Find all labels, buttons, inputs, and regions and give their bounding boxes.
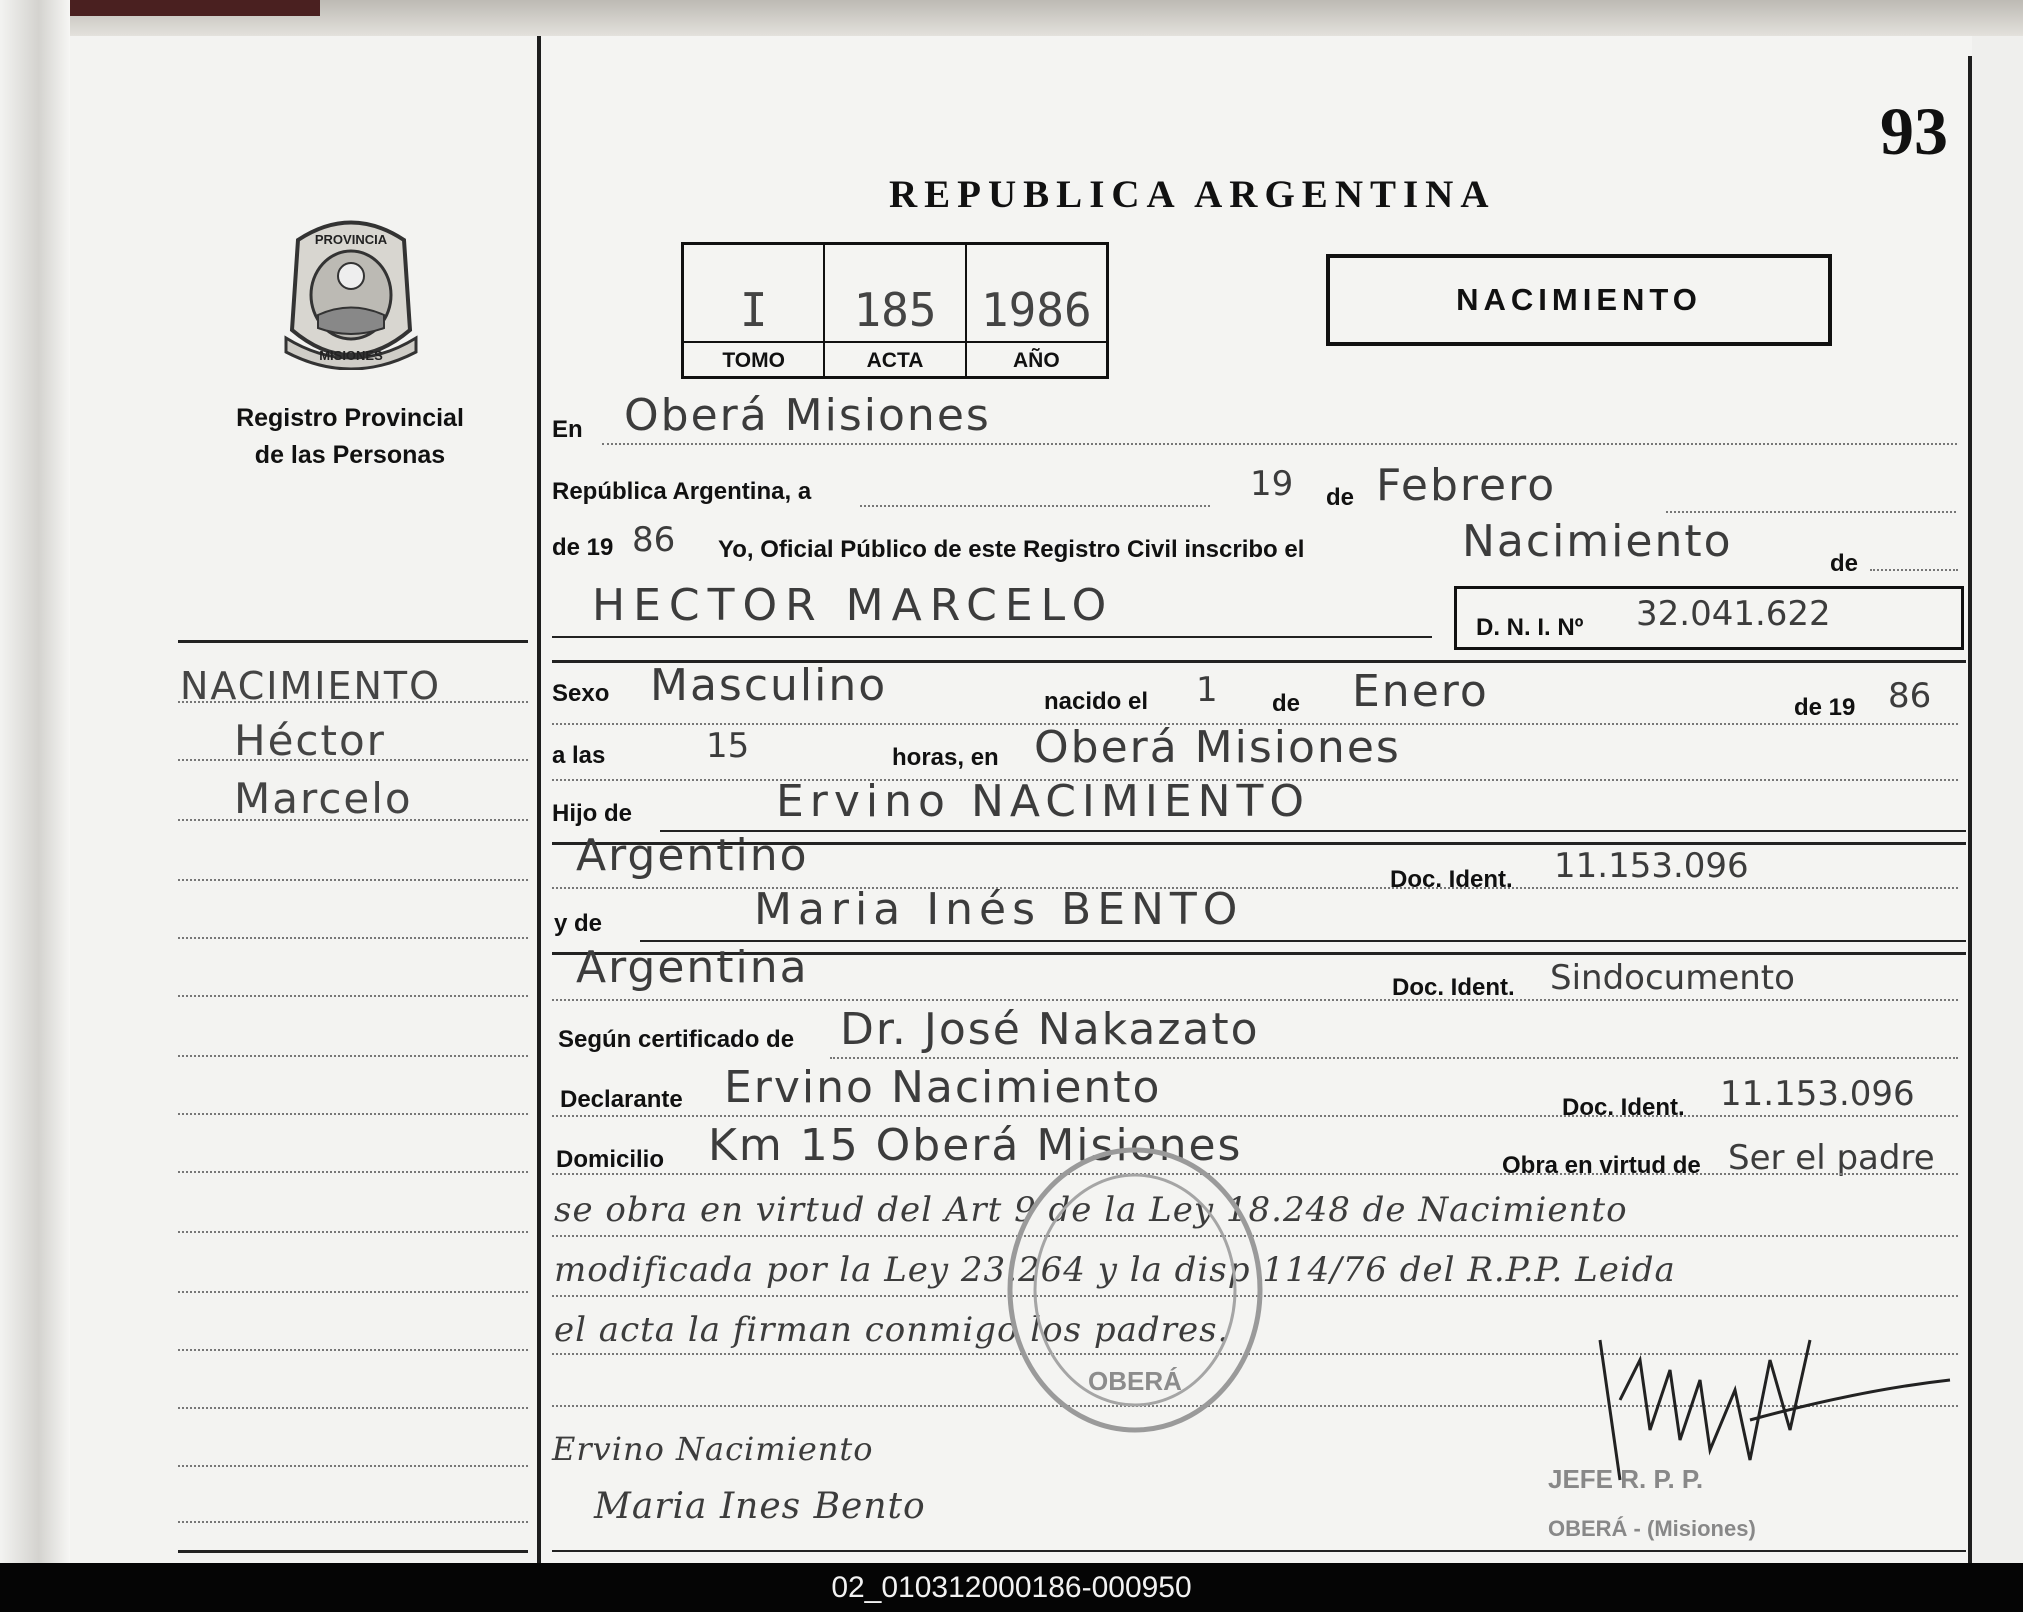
value-nac-lugar: Oberá Misiones: [1034, 722, 1401, 773]
registro-title: [180, 400, 520, 474]
signature-mother: Maria Ines Bento: [594, 1486, 926, 1527]
label-de-nac: de: [1272, 690, 1301, 717]
value-nac-dia: 1: [1196, 670, 1218, 710]
page-number: 93: [1880, 93, 1948, 169]
label-en: En: [552, 416, 583, 443]
label-doc-padre: Doc. Ident.: [1390, 866, 1513, 893]
acta-cell: [825, 245, 966, 376]
value-madre-doc: Sindocumento: [1550, 958, 1795, 998]
dots-fecha: [860, 504, 1210, 507]
label-republica: República Argentina, a: [552, 478, 812, 505]
value-padre-nac: Argentino: [576, 830, 809, 881]
left-margin-line: [178, 994, 528, 997]
label-hijo-de: Hijo de: [552, 800, 633, 827]
right-margin: [1972, 36, 2023, 1563]
official-stamp-line1: JEFE R. P. P.: [1548, 1464, 1704, 1494]
left-margin-line: [178, 1464, 528, 1467]
tomo-cell: [684, 245, 825, 376]
left-margin-line: [178, 758, 528, 761]
left-section-rule: [178, 640, 528, 643]
svg-text:PROVINCIA: PROVINCIA: [314, 232, 388, 247]
dots-certificado: [830, 1056, 1958, 1059]
value-obra: Ser el padre: [1728, 1138, 1935, 1178]
line-padre: [660, 830, 1966, 832]
label-de-mes: de: [1326, 484, 1355, 511]
acta-label: ACTA: [825, 341, 964, 373]
margin-surname: NACIMIENTO: [180, 664, 442, 708]
value-texto-3: el acta la firman conmigo los padres.: [554, 1310, 1230, 1350]
dots-declarante: [552, 1114, 1958, 1117]
dots-en: [602, 442, 1957, 445]
tomo-value: I: [739, 283, 768, 337]
anio-value: 1986: [980, 283, 1092, 337]
registro-line1: Registro Provincial: [236, 404, 464, 432]
value-madre-nac: Argentina: [576, 942, 809, 993]
value-sexo: Masculino: [650, 660, 888, 711]
left-margin-line: [178, 1230, 528, 1233]
provincial-seal-icon: [278, 210, 424, 370]
label-de-end: de: [1830, 550, 1859, 577]
value-nombre: HECTOR MARCELO: [592, 580, 1115, 631]
label-dni: D. N. I. Nº: [1476, 614, 1584, 641]
left-margin-line: [178, 1348, 528, 1351]
line-bottom: [552, 1550, 1966, 1552]
left-bottom-rule: [178, 1550, 528, 1553]
line-nombre: [552, 636, 1432, 638]
official-stamp-icon: [1000, 1140, 1270, 1440]
label-domicilio: Domicilio: [556, 1146, 665, 1173]
anio-label: AÑO: [967, 341, 1106, 373]
signature-father: Ervino Nacimiento: [552, 1430, 874, 1468]
label-de-19b: de 19: [1794, 694, 1856, 721]
value-dni: 32.041.622: [1636, 594, 1831, 634]
left-margin-line: [178, 1112, 528, 1115]
dots-madre: [552, 998, 1958, 1001]
left-margin-line: [178, 700, 528, 703]
label-horas-en: horas, en: [892, 744, 999, 771]
left-margin-line: [178, 1170, 528, 1173]
official-signature-icon: [1560, 1300, 1960, 1490]
label-oficial: Yo, Oficial Público de este Registro Civil inscribo el: [718, 536, 1305, 563]
value-declarante: Ervino Nacimiento: [724, 1062, 1162, 1113]
value-texto-2: modificada por la Ley 23.264 y la disp 114/76 del R.P.P. Leida: [554, 1250, 1676, 1290]
svg-text:OBERÁ: OBERÁ: [1088, 1366, 1182, 1396]
book-spine: [0, 0, 70, 1563]
value-certificado: Dr. José Nakazato: [840, 1004, 1260, 1055]
value-padre-doc: 11.153.096: [1554, 846, 1749, 886]
value-madre: Maria Inés BENTO: [754, 884, 1244, 935]
value-mes: Febrero: [1376, 460, 1557, 511]
left-margin-line: [178, 1054, 528, 1057]
left-margin-line: [178, 818, 528, 821]
svg-text:MISIONES: MISIONES: [319, 348, 383, 363]
value-nac-anio: 86: [1888, 676, 1932, 716]
anio-cell: [967, 245, 1106, 376]
label-doc-declarante: Doc. Ident.: [1562, 1094, 1685, 1121]
image-id-footer: 02_010312000186-000950: [0, 1563, 2023, 1612]
label-de-19: de 19: [552, 534, 614, 561]
label-obra: Obra en virtud de: [1502, 1152, 1701, 1179]
value-tipo: Nacimiento: [1462, 516, 1733, 567]
value-dia: 19: [1250, 464, 1294, 504]
label-y-de: y de: [554, 910, 603, 937]
left-margin-line: [178, 1290, 528, 1293]
value-nac-mes: Enero: [1352, 666, 1489, 717]
dots-mes: [1666, 510, 1956, 513]
value-domicilio: Km 15 Oberá Misiones: [708, 1120, 1243, 1171]
value-texto-1: se obra en virtud del Art 9 de la Ley 18.248 de Nacimiento: [554, 1190, 1628, 1230]
tomo-acta-anio-table: [681, 242, 1109, 379]
label-segun: Según certificado de: [558, 1026, 795, 1053]
page-title: REPUBLICA ARGENTINA: [889, 173, 1496, 216]
dots-de: [1870, 568, 1958, 571]
value-declarante-doc: 11.153.096: [1720, 1074, 1915, 1114]
label-declarante: Declarante: [560, 1086, 683, 1113]
tomo-label: TOMO: [684, 341, 823, 373]
label-nacido-el: nacido el: [1044, 688, 1149, 715]
record-type-box: NACIMIENTO: [1326, 254, 1832, 346]
page-divider: [537, 36, 541, 1563]
official-stamp-line2: OBERÁ - (Misiones): [1548, 1516, 1756, 1541]
registro-line2: de las Personas: [254, 441, 446, 469]
value-padre: Ervino NACIMIENTO: [776, 776, 1311, 827]
left-margin-line: [178, 936, 528, 939]
label-sexo: Sexo: [552, 680, 610, 707]
acta-value: 185: [853, 283, 937, 337]
book-top-edge: [0, 0, 2023, 36]
value-hora: 15: [706, 726, 750, 766]
margin-name2: Marcelo: [234, 774, 413, 823]
label-a-las: a las: [552, 742, 606, 769]
value-lugar: Oberá Misiones: [624, 390, 991, 441]
value-anio: 86: [632, 520, 676, 560]
left-margin-line: [178, 1406, 528, 1409]
left-margin-line: [178, 1520, 528, 1523]
left-margin-line: [178, 878, 528, 881]
line-madre: [640, 940, 1966, 942]
label-doc-madre: Doc. Ident.: [1392, 974, 1515, 1001]
margin-name1: Héctor: [234, 716, 386, 765]
